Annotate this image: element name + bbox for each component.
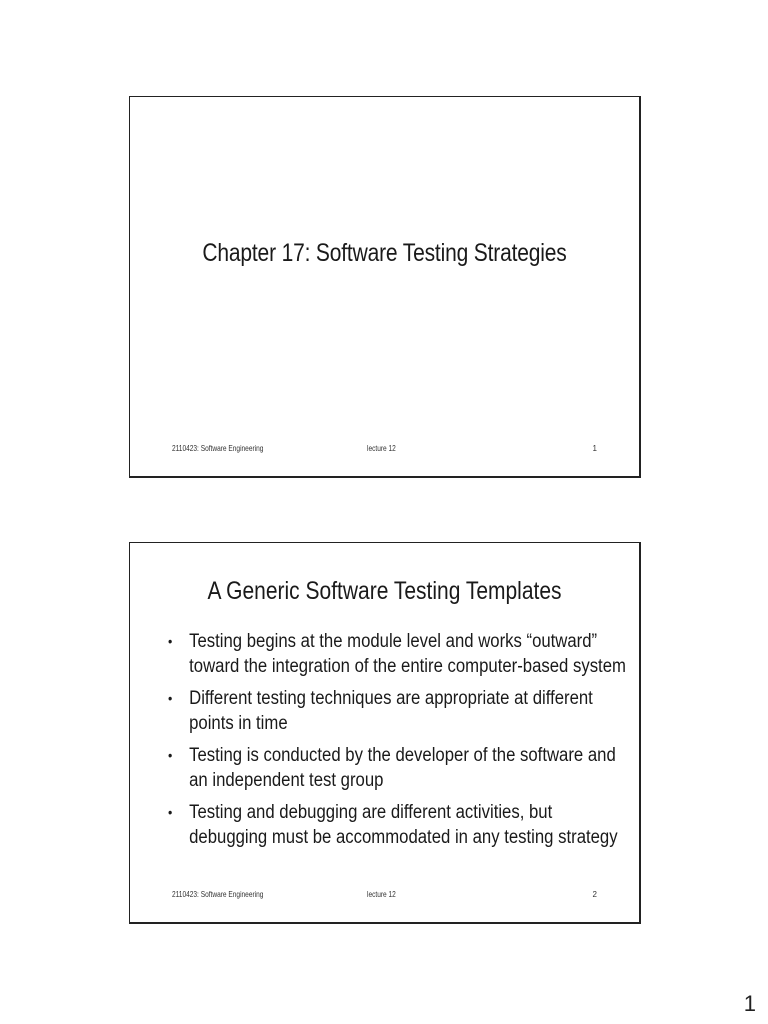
bullet-item xyxy=(168,686,647,736)
footer-course: 2110423: Software Engineering xyxy=(172,444,264,453)
bullet-text-line: Different testing techniques are appropriate at different xyxy=(189,688,593,709)
slide-title: Chapter 17: Software Testing Strategies xyxy=(202,239,567,267)
footer-lecture: lecture 12 xyxy=(367,444,396,453)
bullet-text-line: toward the integration of the entire computer-based system xyxy=(189,656,626,677)
slide-1 xyxy=(129,96,641,478)
bullet-item xyxy=(168,800,647,850)
bullet-text-line: debugging must be accommodated in any testing strategy xyxy=(189,827,618,848)
bullet-list xyxy=(168,629,638,857)
footer-lecture: lecture 12 xyxy=(367,890,396,899)
bullet-text-line: points in time xyxy=(189,713,288,734)
footer-slide-number: 1 xyxy=(592,444,597,453)
bullet-icon: • xyxy=(168,804,173,820)
bullet-icon: • xyxy=(168,690,173,706)
slide-2 xyxy=(129,542,641,924)
bullet-text-line: an independent test group xyxy=(189,770,384,791)
page-number: 1 xyxy=(743,991,756,1016)
footer-slide-number: 2 xyxy=(592,890,597,899)
bullet-text-line: Testing begins at the module level and works “outward” xyxy=(189,631,598,652)
bullet-text-line: Testing and debugging are different activities, but xyxy=(189,802,553,823)
slide-title: A Generic Software Testing Templates xyxy=(207,577,562,605)
bullet-text-line: Testing is conducted by the developer of the software and xyxy=(189,745,616,766)
slide-footer xyxy=(172,444,597,456)
bullet-icon: • xyxy=(168,747,173,763)
bullet-item xyxy=(168,629,647,679)
bullet-icon: • xyxy=(168,633,173,649)
bullet-item xyxy=(168,743,647,793)
slide-footer xyxy=(172,890,597,902)
footer-course: 2110423: Software Engineering xyxy=(172,890,264,899)
